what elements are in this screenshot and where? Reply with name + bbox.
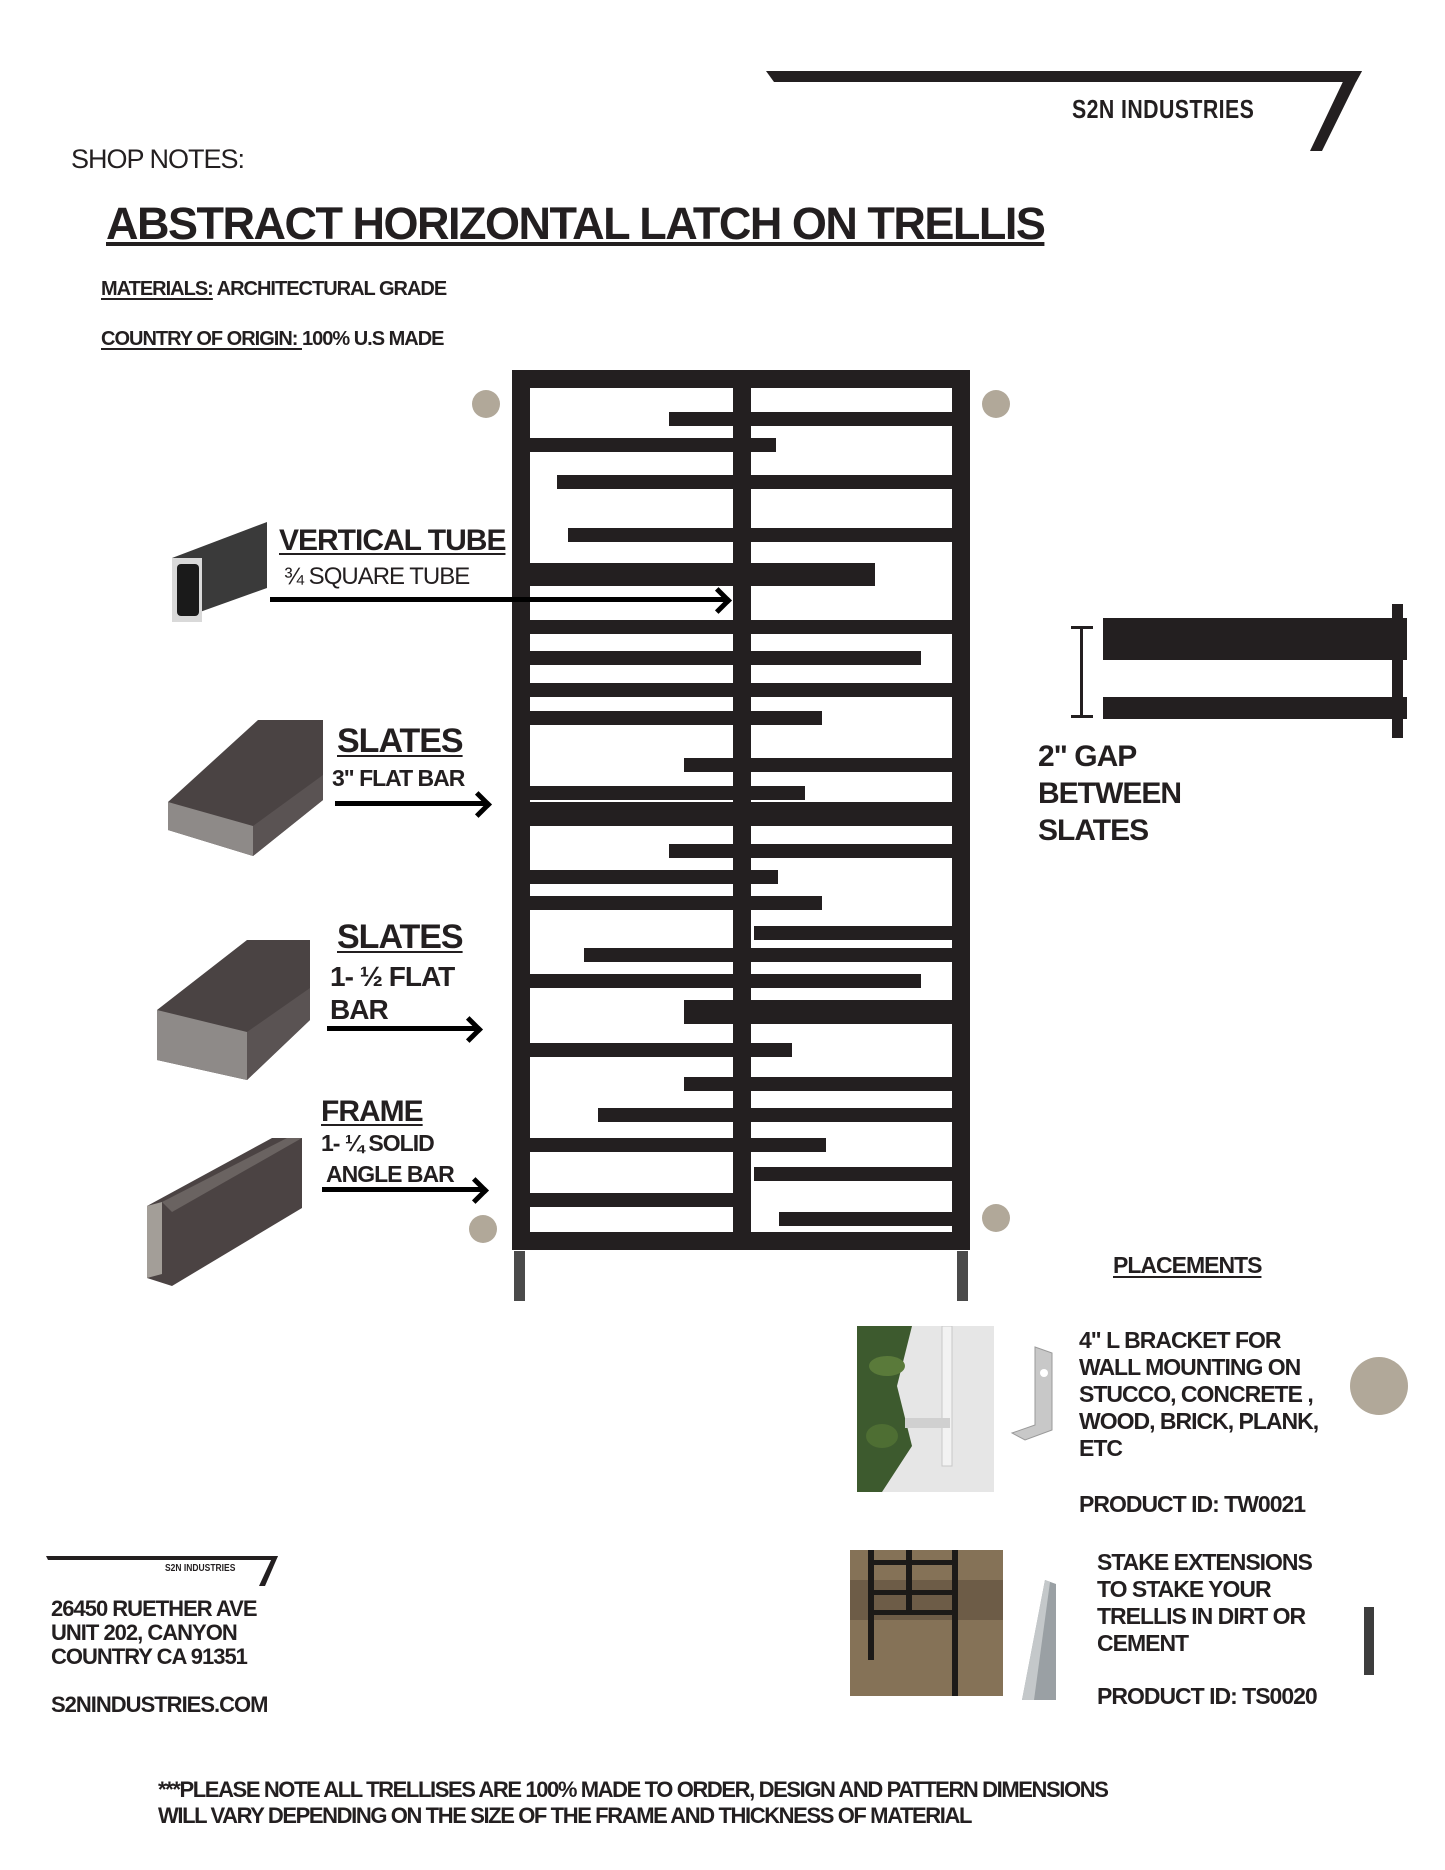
callout-frame-heading: FRAME xyxy=(321,1095,423,1128)
materials-label: MATERIALS: xyxy=(101,278,213,300)
logo-swoosh-icon xyxy=(766,68,1366,158)
arrow-head-icon xyxy=(465,791,492,818)
callout-slates-1-5in-sub-line1: 1- ½ FLAT xyxy=(330,961,455,992)
arrow-head-icon xyxy=(462,1177,489,1204)
arrow-slates-1-5in xyxy=(327,1026,477,1031)
disclaimer-line2: WILL VARY DEPENDING ON THE SIZE OF THE FRAME AND THICKNESS OF MATERIAL xyxy=(158,1803,971,1828)
gap-label-line1: 2" GAP xyxy=(1038,740,1137,773)
stake-line: TO STAKE YOUR xyxy=(1097,1576,1271,1602)
stake-line: CEMENT xyxy=(1097,1630,1189,1656)
callout-vertical-tube-heading: VERTICAL TUBE xyxy=(279,524,506,557)
callout-vertical-tube-sub: ¾ SQUARE TUBE xyxy=(284,563,470,590)
footer-address xyxy=(51,1597,257,1669)
placement-item-bracket-description xyxy=(1079,1327,1318,1462)
callout-frame-sub-line2: ANGLE BAR xyxy=(326,1161,454,1187)
square-tube-photo xyxy=(162,518,270,622)
footer-logo-swoosh-icon xyxy=(46,1554,281,1590)
origin-row xyxy=(101,328,444,351)
callout-frame-sub-line1: 1- ¼ SOLID xyxy=(321,1130,434,1156)
stake-placement-marker xyxy=(1364,1607,1374,1675)
arrow-frame xyxy=(322,1187,482,1192)
stake-ground-icon xyxy=(850,1550,1003,1696)
bracket-line: ETC xyxy=(1079,1435,1122,1461)
gap-label-line2: BETWEEN xyxy=(1038,777,1181,810)
bracket-placement-dot xyxy=(1350,1357,1408,1415)
flat-bar-icon xyxy=(163,720,325,856)
square-tube-icon xyxy=(162,518,270,622)
angle-bar-icon xyxy=(142,1138,304,1286)
stake-extension-icon xyxy=(1020,1578,1060,1703)
footer-website-link[interactable]: S2NINDUSTRIES.COM xyxy=(51,1692,268,1717)
disclaimer-line1: ***PLEASE NOTE ALL TRELLISES ARE 100% MADE TO ORDER, DESIGN AND PATTERN DIMENSIONS xyxy=(158,1777,1108,1802)
arrow-vertical-tube xyxy=(270,597,726,602)
placements-heading: PLACEMENTS xyxy=(1113,1252,1262,1278)
gap-label xyxy=(1038,738,1181,849)
materials-row xyxy=(101,278,446,301)
l-bracket-icon xyxy=(1010,1345,1060,1445)
mount-dot-top-right xyxy=(982,390,1010,418)
arrow-head-icon xyxy=(456,1016,483,1043)
callout-slates-3in-heading: SLATES xyxy=(337,722,463,760)
origin-value: 100% U.S MADE xyxy=(302,328,444,350)
wall-photo-icon xyxy=(857,1326,994,1492)
stake-line: TRELLIS IN DIRT OR xyxy=(1097,1603,1306,1629)
disclaimer-note xyxy=(158,1777,1107,1829)
address-line2: UNIT 202, CANYON xyxy=(51,1620,237,1645)
origin-label: COUNTRY OF ORIGIN: xyxy=(101,328,302,350)
address-line3: COUNTRY CA 91351 xyxy=(51,1644,247,1669)
callout-slates-1-5in-sub xyxy=(330,960,454,1026)
callout-slates-3in-sub: 3" FLAT BAR xyxy=(332,765,465,791)
flat-bar-1-5in-photo xyxy=(152,940,314,1080)
gap-label-line3: SLATES xyxy=(1038,814,1149,847)
shop-notes-label: SHOP NOTES: xyxy=(71,144,245,174)
angle-bar-photo xyxy=(142,1138,304,1286)
stake-line: STAKE EXTENSIONS xyxy=(1097,1549,1312,1575)
trellis-drawing xyxy=(512,370,970,1305)
arrow-slates-3in xyxy=(335,801,485,806)
product-id-bracket: PRODUCT ID: TW0021 xyxy=(1079,1491,1306,1517)
callout-frame-sub xyxy=(321,1128,454,1190)
product-id-stake: PRODUCT ID: TS0020 xyxy=(1097,1683,1317,1709)
address-line1: 26450 RUETHER AVE xyxy=(51,1596,257,1621)
bracket-line: WOOD, BRICK, PLANK, xyxy=(1079,1408,1319,1434)
mount-dot-bottom-right xyxy=(982,1204,1010,1232)
page-title: ABSTRACT HORIZONTAL LATCH ON TRELLIS xyxy=(106,198,1045,249)
flat-bar-icon xyxy=(152,940,314,1080)
stake-photo xyxy=(850,1550,1003,1696)
callout-slates-1-5in-sub-line2: BAR xyxy=(330,994,388,1025)
dimension-line-icon xyxy=(1080,627,1083,716)
flat-bar-3in-photo xyxy=(163,720,325,856)
placement-item-stake-description xyxy=(1097,1549,1312,1657)
gap-diagram xyxy=(1070,600,1410,740)
brand-name: S2N INDUSTRIES xyxy=(1072,94,1255,124)
bracket-line: STUCCO, CONCRETE , xyxy=(1079,1381,1313,1407)
mount-dot-top-left xyxy=(472,390,500,418)
callout-slates-1-5in-heading: SLATES xyxy=(337,918,463,956)
wall-bracket-photo xyxy=(857,1326,994,1492)
mount-dot-bottom-left xyxy=(469,1215,497,1243)
bracket-line: WALL MOUNTING ON xyxy=(1079,1354,1301,1380)
footer-brand-name: S2N INDUSTRIES xyxy=(165,1563,236,1574)
materials-value: ARCHITECTURAL GRADE xyxy=(212,278,447,300)
bracket-line: 4" L BRACKET FOR xyxy=(1079,1327,1281,1353)
